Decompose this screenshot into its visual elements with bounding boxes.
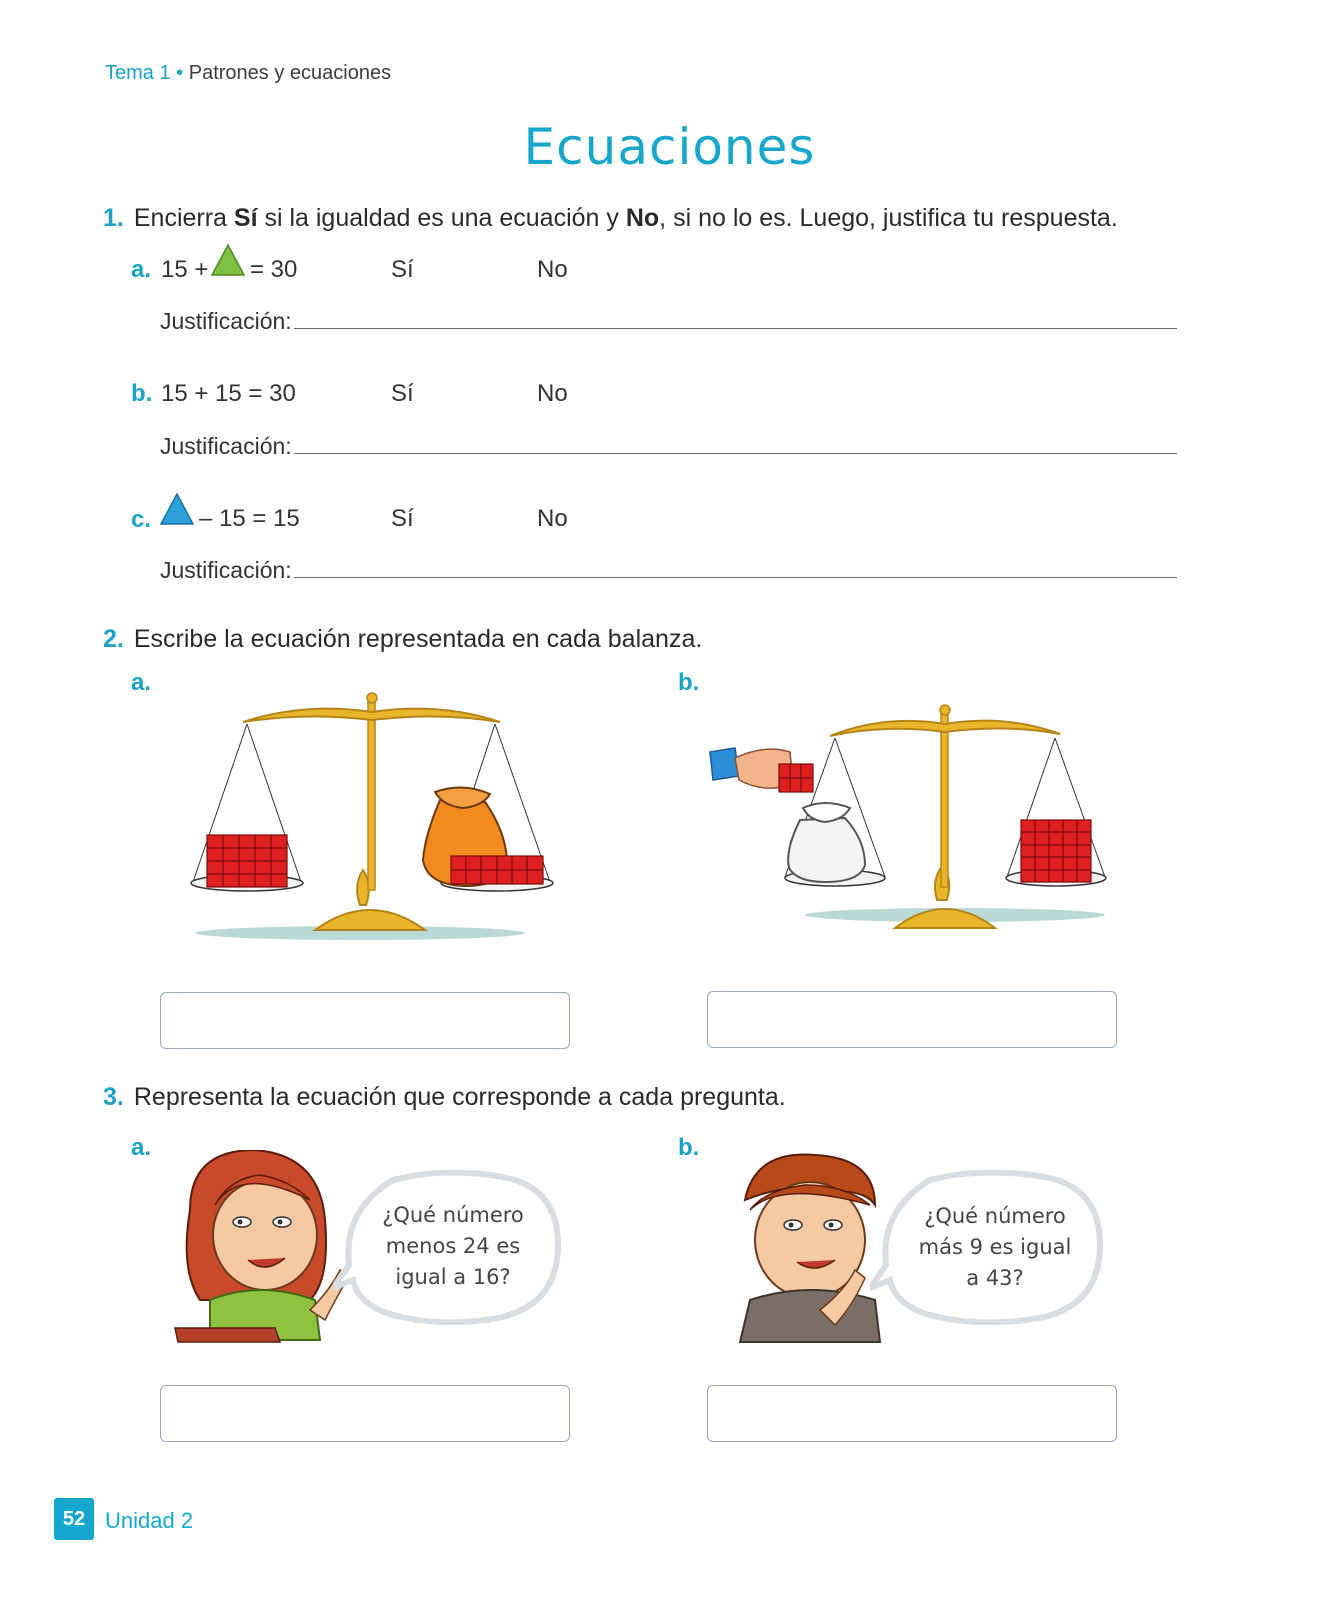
equation-prefix: 15 + — [161, 256, 209, 283]
question-text: Representa la ecuación que corresponde a cada pregunta. — [133, 1083, 786, 1111]
option-no[interactable]: No — [537, 505, 568, 532]
item-label: c. — [131, 506, 152, 533]
bubble-line: menos 24 es — [385, 1234, 521, 1258]
topic-label: Patrones y ecuaciones — [188, 62, 392, 84]
green-triangle-icon — [210, 243, 246, 277]
item-label: a. — [131, 256, 152, 283]
page-title: Ecuaciones — [523, 118, 816, 176]
option-si[interactable]: Sí — [391, 256, 414, 283]
justification-line[interactable] — [294, 328, 1177, 329]
justification-label: Justificación: — [160, 308, 292, 334]
question-text: Escribe la ecuación representada en cada balanza. — [133, 625, 703, 653]
item-label: b. — [678, 669, 700, 696]
bubble-line: a 43? — [966, 1266, 1024, 1290]
bold-si: Sí — [233, 204, 258, 232]
answer-box-2b[interactable] — [707, 991, 1117, 1048]
item-label: b. — [131, 380, 153, 407]
question-text: si la igualdad es una ecuación y — [257, 204, 626, 232]
justification-label: Justificación: — [160, 433, 292, 459]
item-label: b. — [678, 1134, 700, 1161]
answer-box-3b[interactable] — [707, 1385, 1117, 1442]
option-no[interactable]: No — [537, 256, 568, 283]
justification-line[interactable] — [294, 577, 1177, 578]
answer-box-2a[interactable] — [160, 992, 570, 1049]
question-2 — [103, 625, 702, 654]
justification-label: Justificación: — [160, 557, 292, 583]
bubble-line: más 9 es igual — [918, 1235, 1072, 1259]
balance-scale-a-illustration — [185, 690, 565, 950]
question-number: 1. — [103, 204, 124, 232]
blue-triangle-icon — [159, 492, 195, 526]
cube-grid-left — [207, 835, 287, 887]
girl-illustration — [170, 1150, 360, 1350]
cube-grid-right — [451, 856, 543, 884]
sleeve — [710, 748, 739, 780]
equation: 15 + 15 = 30 — [161, 380, 296, 407]
bold-no: No — [625, 204, 660, 232]
question-1 — [103, 204, 1118, 233]
item-label: a. — [131, 669, 152, 696]
option-si[interactable]: Sí — [391, 380, 414, 407]
balance-scale-b-illustration — [705, 700, 1115, 940]
speech-bubble-b-text — [905, 1201, 1085, 1294]
unit-label: Unidad 2 — [105, 1508, 194, 1533]
bubble-line: igual a 16? — [395, 1265, 511, 1289]
cube-grid-right — [1021, 820, 1091, 882]
equation-suffix: – 15 = 15 — [199, 505, 300, 532]
equation-suffix: = 30 — [250, 256, 298, 283]
question-number: 2. — [103, 625, 124, 653]
justification-line[interactable] — [294, 453, 1177, 454]
option-si[interactable]: Sí — [391, 505, 414, 532]
bubble-line: ¿Qué número — [924, 1204, 1066, 1228]
question-3 — [103, 1083, 786, 1112]
item-label: a. — [131, 1134, 152, 1161]
answer-box-3a[interactable] — [160, 1385, 570, 1442]
cube-grid-hand — [779, 764, 813, 792]
question-text: Encierra — [133, 204, 234, 232]
question-text: , si no lo es. Luego, justifica tu respuesta. — [659, 204, 1118, 232]
breadcrumb-separator: • — [176, 62, 184, 84]
question-number: 3. — [103, 1083, 124, 1111]
breadcrumb — [105, 62, 391, 85]
option-no[interactable]: No — [537, 380, 568, 407]
speech-bubble-a-text — [365, 1200, 541, 1293]
tema-label: Tema 1 — [105, 62, 171, 84]
page-number: 52 — [54, 1498, 94, 1540]
bubble-line: ¿Qué número — [382, 1203, 524, 1227]
bag-white — [788, 803, 865, 882]
